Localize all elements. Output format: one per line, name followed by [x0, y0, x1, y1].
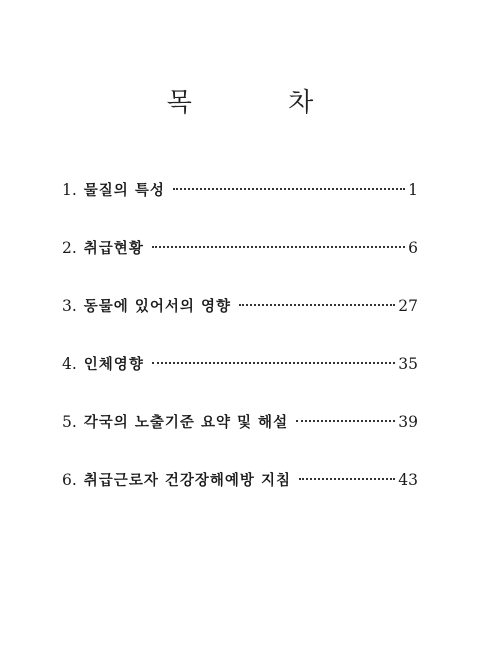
dot-leader: [296, 420, 395, 422]
toc-entry-page: 6: [408, 239, 418, 257]
toc-entry-page: 43: [398, 471, 418, 489]
dot-leader: [152, 246, 405, 248]
toc-entry-title: 각국의 노출기준 요약 및 해설: [83, 415, 289, 431]
toc-entry-6: [62, 465, 418, 523]
toc-entry-page: 35: [398, 355, 418, 373]
toc-entry-title: 취급근로자 건강장해예방 지침: [83, 473, 291, 489]
toc-entry-page: 27: [398, 297, 418, 315]
toc-entry-2: [62, 233, 418, 291]
dot-leader: [299, 478, 395, 480]
table-of-contents: [62, 175, 418, 523]
toc-entry-3: [62, 291, 418, 349]
page-title: 목 차: [166, 88, 358, 118]
toc-entry-number: 6.: [62, 471, 77, 489]
toc-entry-title: 동물에 있어서의 영향: [83, 299, 231, 315]
toc-entry-4: [62, 349, 418, 407]
toc-entry-1: [62, 175, 418, 233]
toc-entry-number: 2.: [62, 239, 77, 257]
toc-entry-number: 3.: [62, 297, 77, 315]
dot-leader: [239, 304, 395, 306]
toc-entry-number: 4.: [62, 355, 77, 373]
toc-entry-number: 1.: [62, 181, 77, 199]
toc-entry-page: 39: [398, 413, 418, 431]
dot-leader: [173, 188, 405, 190]
toc-entry-title: 물질의 특성: [83, 183, 165, 199]
dot-leader: [152, 362, 395, 364]
toc-entry-title: 취급현황: [83, 241, 144, 257]
toc-entry-number: 5.: [62, 413, 77, 431]
toc-entry-5: [62, 407, 418, 465]
toc-entry-page: 1: [408, 181, 418, 199]
toc-entry-title: 인체영향: [83, 357, 144, 373]
